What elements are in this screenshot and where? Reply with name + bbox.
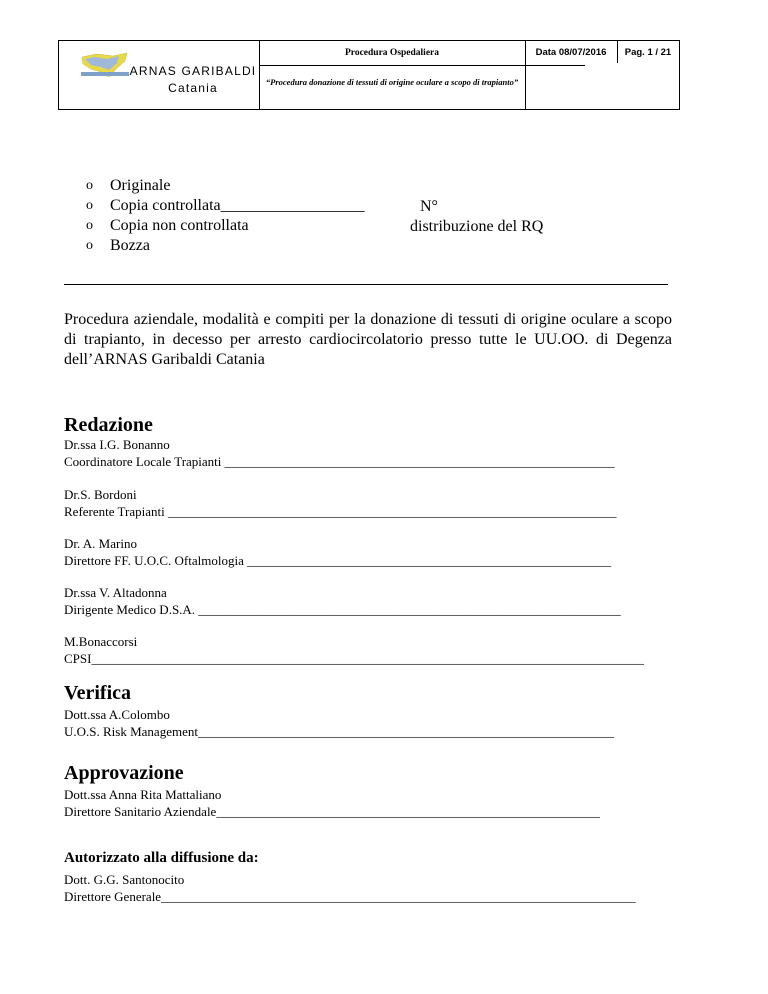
signatory-block bbox=[64, 486, 616, 520]
organization-name: ARNAS GARIBALDI bbox=[129, 64, 257, 78]
redazione-heading: Redazione bbox=[64, 414, 153, 436]
circle-bullet-icon: o bbox=[86, 178, 93, 193]
signatory-block bbox=[64, 706, 614, 740]
signatory-role: Dirigente Medico D.S.A. _________________________________________________________________ bbox=[64, 602, 621, 617]
document-header bbox=[58, 40, 680, 110]
signatory-name: Dr.ssa I.G. Bonanno bbox=[64, 437, 170, 452]
signatory-name: Dott.ssa A.Colombo bbox=[64, 707, 170, 722]
organization-city: Catania bbox=[168, 81, 218, 95]
distribution-number-label: N° bbox=[420, 198, 438, 215]
signatory-role: Coordinatore Locale Trapianti ____________________________________________________________ bbox=[64, 454, 615, 469]
header-divider bbox=[259, 65, 585, 66]
signatory-name: Dr. A. Marino bbox=[64, 536, 137, 551]
distribution-label: distribuzione del RQ bbox=[410, 218, 544, 235]
approvazione-heading: Approvazione bbox=[64, 762, 184, 784]
circle-bullet-icon: o bbox=[86, 198, 93, 213]
signatory-block bbox=[64, 584, 621, 618]
circle-bullet-icon: o bbox=[86, 238, 93, 253]
signatory-block bbox=[64, 786, 600, 820]
document-date: Data 08/07/2016 bbox=[535, 47, 607, 58]
procedure-description: “Procedura donazione di tessuti di origine oculare a scopo di trapianto” bbox=[265, 77, 519, 87]
circle-bullet-icon: o bbox=[86, 218, 93, 233]
signatory-name: Dr.ssa V. Altadonna bbox=[64, 585, 167, 600]
signatory-block bbox=[64, 535, 611, 569]
copy-type-label: Originale bbox=[110, 177, 171, 194]
signatory-block bbox=[64, 871, 636, 905]
sicily-logo-icon bbox=[79, 51, 131, 79]
signatory-role: Direttore FF. U.O.C. Oftalmologia ________________________________________________________ bbox=[64, 553, 612, 568]
signatory-name: M.Bonaccorsi bbox=[64, 634, 138, 649]
signatory-role: CPSI_____________________________________________________________________________________ bbox=[64, 651, 644, 666]
autorizzato-heading: Autorizzato alla diffusione da: bbox=[64, 850, 259, 866]
copy-type-label: Copia non controllata bbox=[110, 217, 249, 234]
page-number: Pag. 1 / 21 bbox=[624, 47, 672, 58]
copy-type-label: Bozza bbox=[110, 237, 150, 254]
copy-type-label: Copia controllata__________________ bbox=[110, 197, 365, 214]
signatory-name: Dr.S. Bordoni bbox=[64, 487, 137, 502]
signatory-block bbox=[64, 633, 644, 667]
signatory-role: Referente Trapianti _____________________________________________________________________ bbox=[64, 504, 617, 519]
signatory-name: Dott. G.G. Santonocito bbox=[64, 872, 185, 887]
procedure-intro: Procedura aziendale, modalità e compiti per la donazione di tessuti di origine oculare a scopo di trapianto, in decesso per arresto cardiocircolatorio presso tutte le UU.OO. di Degenza dell’ARNAS Garibaldi Catania bbox=[64, 311, 672, 368]
document-type: Procedura Ospedaliera bbox=[344, 48, 440, 58]
horizontal-divider bbox=[64, 284, 668, 285]
signatory-name: Dott.ssa Anna Rita Mattaliano bbox=[64, 787, 222, 802]
signatory-role: Direttore Generale_________________________________________________________________________ bbox=[64, 889, 636, 904]
verifica-heading: Verifica bbox=[64, 682, 132, 704]
signatory-role: Direttore Sanitario Aziendale___________________________________________________________ bbox=[64, 804, 600, 819]
signatory-block bbox=[64, 436, 615, 470]
signatory-role: U.O.S. Risk Management________________________________________________________________ bbox=[64, 724, 614, 739]
